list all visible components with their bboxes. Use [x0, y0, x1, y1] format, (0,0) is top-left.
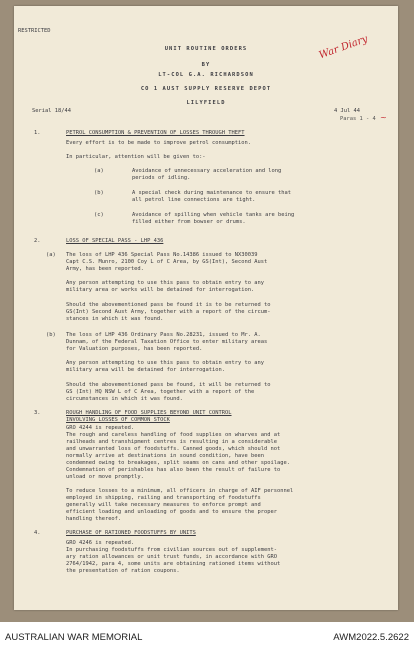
section-3-instructions: To reduce losses to a minimum, all officers in charge of AIF personnel employed in shipping, railing and transporting of foodstuffs generally will take necessary measures to enforce prompt and efficient loading and unloading of goods and to ensure the proper handling thereof.	[66, 488, 294, 522]
section-4-title: PURCHASE OF RATIONED FOODSTUFFS BY UNITS	[66, 530, 196, 536]
section-1-item-b-mark: (b)	[94, 190, 104, 196]
section-1-title: PETROL CONSUMPTION & PREVENTION OF LOSSES THROUGH THEFT	[66, 130, 245, 136]
section-3-title: ROUGH HANDLING OF FOOD SUPPLIES BEYOND UNIT CONTROL	[66, 410, 232, 416]
section-1-number: 1.	[34, 130, 41, 136]
section-4-body: GRO 4246 is repeated. In purchasing foodstuffs from civilian sources out of supplement- ary ration allowances or unit trust funds, in accordance with GRO 2764/1942, para 4, some units are obtaining rationed items without the presentation of ration coupons.	[66, 540, 281, 574]
war-diary-stamp: War Diary	[317, 33, 370, 62]
heading-title: UNIT ROUTINE ORDERS	[164, 46, 248, 52]
section-3-body: GRO 4244 is repeated. The rough and careless handling of food supplies on wharves and at railheads and transhipment centres is resulting in a considerable and unwarranted loss of foodstuffs. Canned goods, which should not normally arrive at destinations in sound condition, have been condemned owing to breakages, split seams on cans and other spoilage. Condemnation of perishables has also been the result of failure to unload or move promptly.	[66, 425, 290, 480]
archive-reference: AWM2022.5.2622	[333, 632, 409, 643]
section-1-item-a-mark: (a)	[94, 168, 104, 174]
paras-note: Paras 1 - 4	[340, 116, 376, 122]
section-3-number: 3.	[34, 410, 41, 416]
section-1-item-c: Avoidance of spilling when vehicle tanks are being filled either from bowser or drums.	[132, 212, 295, 225]
heading-commander: LT-COL G.A. RICHARDSON	[158, 72, 254, 78]
side-mark: ~	[380, 113, 387, 122]
classification-mark: RESTRICTED	[18, 28, 51, 34]
section-3-title-line2: INVOLVING LOSSES OF COMMON STOCK	[66, 417, 170, 423]
section-2b-mark: (b)	[46, 332, 56, 338]
serial-number: Serial 18/44	[32, 108, 71, 114]
section-1-item-b: A special check during maintenance to ensure that all petrol line connections are tight.	[132, 190, 292, 203]
heading-location: LILYFIELD	[186, 100, 226, 106]
heading-by: BY	[201, 62, 211, 68]
section-1-body: Every effort is to be made to improve petrol consumption. In particular, attention will be given to:-	[66, 140, 251, 160]
section-2a-body: The loss of LHP 436 Special Pass No.14386 issued to NX30039 Capt C.S. Munro, 2100 Coy L of C Area, by GS(Int), Second Aust Army, has been reported.	[66, 252, 268, 272]
section-1-item-c-mark: (c)	[94, 212, 104, 218]
section-2b-warning: Any person attempting to use this pass to obtain entry to any military area will be detained for interrogation.	[66, 360, 264, 373]
section-2a-warning: Any person attempting to use this pass to obtain entry to any military area or works will be detained for interrogation.	[66, 280, 264, 293]
section-1-item-a: Avoidance of unnecessary acceleration and long periods of idling.	[132, 168, 282, 181]
document-page	[14, 6, 398, 610]
section-2-number: 2.	[34, 238, 41, 244]
archive-footer	[0, 622, 414, 653]
section-2a-mark: (a)	[46, 252, 56, 258]
heading-unit: CO 1 AUST SUPPLY RESERVE DEPOT	[140, 86, 272, 92]
section-2b-return: Should the abovementioned pass be found, it will be returned to GS (Int) HQ NSW L of C Area, together with a report of the circumstances in which it was found.	[66, 382, 271, 402]
section-4-number: 4.	[34, 530, 41, 536]
section-2a-return: Should the abovementioned pass be found it is to be returned to GS(Int) Second Aust Army, together with a report of the circum- stances in which it was found.	[66, 302, 271, 322]
section-2-title: LOSS OF SPECIAL PASS - LHP 436	[66, 238, 164, 244]
order-date: 4 Jul 44	[334, 108, 360, 114]
section-2b-body: The loss of LHP 436 Ordinary Pass No.28231, issued to Mr. A. Dunnam, of the Federal Taxation Office to enter military areas for Valuation purposes, has been reported.	[66, 332, 268, 352]
archive-name: AUSTRALIAN WAR MEMORIAL	[5, 632, 143, 643]
